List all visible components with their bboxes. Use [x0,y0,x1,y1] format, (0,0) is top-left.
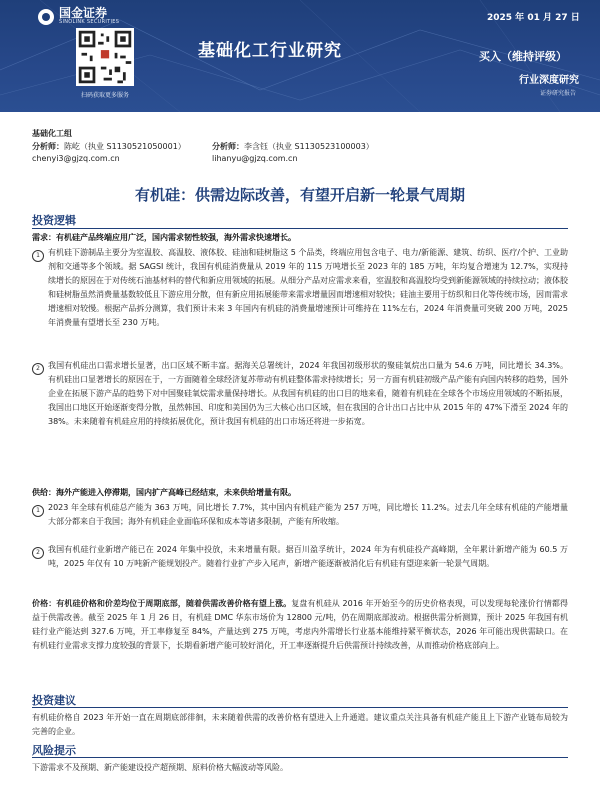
brand-logo-icon [38,9,54,25]
analyst-1-email[interactable]: chenyi3@gjzq.com.cn [32,154,120,163]
section-heading-advice: 投资建议 [32,694,76,707]
demand-paragraph-1: 有机硅下游制品主要分为室温胶、高温胶、液体胶、硅油和硅树脂这 5 个品类，终端应用包含电子、电力/新能源、建筑、纺织、医疗/个护、工业助剂和交通等多个领域。据 SAGSI 统计，我国有机硅消费量从 2019 年的 115 万吨增长至 2023 年的 185 万吨，年均复合增速为 12.7%，实现持续增长的原因在于对传统石油基材料的替代和新应用领域的拓展。从细分产品对应需求来看，室温胶和高温胶均受到新能源领域的持续拉动；液体胶和硅树脂虽然消费量基数较低且下游应用分散，但有新应用拓展能带来需求增量因而增速相对较快；硅油主要用于纺织和日化等传统市场，因而需求增速相对较慢。根据产品拆分测算，我们预计未来 3 年国内有机硅的消费量增速预计可维持在 11%左右，2024 年消费量可突破 200 万吨，2025 年消费量有望增长至 230 万吨。 [48,248,568,327]
report-date: 2025 年 01 月 27 日 [487,13,580,23]
demand-heading: 需求：有机硅产品终端应用广泛，国内需求韧性较强，海外需求快速增长。 [32,233,296,242]
supply-paragraph-1: 2023 年全球有机硅总产能为 363 万吨，同比增长 7.7%，其中国内有机硅产能为 257 万吨，同比增长 11.2%。过去几年全球有机硅的产能增量大部分都来自于我国；海外有机硅企业面临环保和成本等诸多限制，产能有所收缩。 [48,503,568,526]
brand-logo [38,7,119,26]
advice-paragraph: 有机硅价格自 2023 年开始一直在周期底部徘徊，未来随着供需的改善价格有望进入上升通道。建议重点关注具备有机硅产能且上下游产业链布局较为完善的企业。 [32,713,568,736]
price-paragraph [32,597,568,653]
section-divider [32,757,568,758]
team-name: 基础化工组 [32,129,72,138]
analyst-2-name: 李含钰（执业 S1130523100003） [244,142,374,151]
brand-name-en: SINOLINK SECURITIES [59,19,120,25]
section-heading-logic: 投资逻辑 [32,214,76,227]
price-body: 复盘有机硅从 2016 年开始至今的历史价格表现，可以发现每轮涨价行情都得益于供需改善。截至 2025 年 1 月 26 日，有机硅 DMC 华东市场价为 12800 元/吨，仍在周期底部波动。根据供需分析测算，预计 2025 年我国有机硅行业产能达到 327.6 万吨，开工率修复至 84%，产量达到 275 万吨，考虑内外需增长行业基本能维持紧平衡状态，2026 年可能出现供需缺口。在有机硅行业需求支撑力度较强的背景下，长期看新增产能可较好消化，开工率逐渐提升后供需预计持续改善，从而推动价格底部向上。 [32,599,568,650]
qr-caption: 扫码获取更多服务 [80,92,129,99]
analyst-1 [32,141,186,152]
analyst-2-role: 分析师： [212,142,244,151]
report-header [0,0,600,112]
qr-code-icon [76,28,134,86]
report-subtitle: 证券研究报告 [540,90,577,97]
section-divider [32,707,568,708]
analyst-2-email[interactable]: lihanyu@gjzq.com.cn [212,154,298,163]
analyst-2 [212,141,374,152]
bullet-number-4: 2 [32,547,44,559]
bullet-number-1: 1 [32,250,44,262]
supply-paragraph-2: 我国有机硅行业新增产能已在 2024 年集中投放，未来增量有限。据百川盈孚统计，2024 年为有机硅投产高峰期，全年累计新增产能为 60.5 万吨，2025 年仅有 10 万吨新产能规划投产。随着行业扩产步入尾声，新增产能逐渐被消化后有机硅有望迎来新一轮景气周期。 [48,545,568,568]
brand-name: 国金证券 [59,6,108,20]
analyst-1-role: 分析师： [32,142,64,151]
section-divider [32,228,568,229]
report-type: 行业深度研究 [519,75,579,86]
report-title: 有机硅：供需边际改善，有望开启新一轮景气周期 [134,186,465,204]
bullet-number-2: 2 [32,363,44,375]
risk-paragraph: 下游需求不及预期、新产能建设投产超预期、原料价格大幅波动等风险。 [32,763,288,772]
demand-paragraph-2: 我国有机硅出口需求增长显著，出口区域不断丰富。据海关总署统计，2024 年我国初级形状的聚硅氧烷出口量为 54.6 万吨，同比增长 34.3%。有机硅出口显著增长的原因在于，一方面随着全球经济复苏带动有机硅整体需求持续增长；另一方面有机硅初级产品产能有向国内转移的趋势，国外企业在拓展下游产品的趋势下对中国聚硅氧烷需求量保持增长。从我国有机硅的出口目的地来看，随着有机硅在全球各个市场应用领域的不断拓展，我国出口地区开始逐渐变得分散，虽然韩国、印度和美国仍为三大核心出口区域，但在我国的合计出口占比中从 2015 年的 47%下滑至 2024 年的 38%。未来随着有机硅应用的持续拓展优化，预计我国有机硅的出口市场还将进一步拓宽。 [48,361,568,426]
industry-title: 基础化工行业研究 [198,41,342,61]
rating-badge: 买入（维持评级） [479,50,567,63]
section-heading-risk: 风险提示 [32,744,76,757]
price-heading: 价格：有机硅价格和价差均位于周期底部，随着供需改善价格有望上涨。 [32,599,292,608]
bullet-number-3: 1 [32,505,44,517]
supply-heading: 供给：海外产能进入停滞期，国内扩产高峰已经结束，未来供给增量有限。 [32,488,296,497]
analyst-1-name: 陈屹（执业 S1130521050001） [64,142,186,151]
